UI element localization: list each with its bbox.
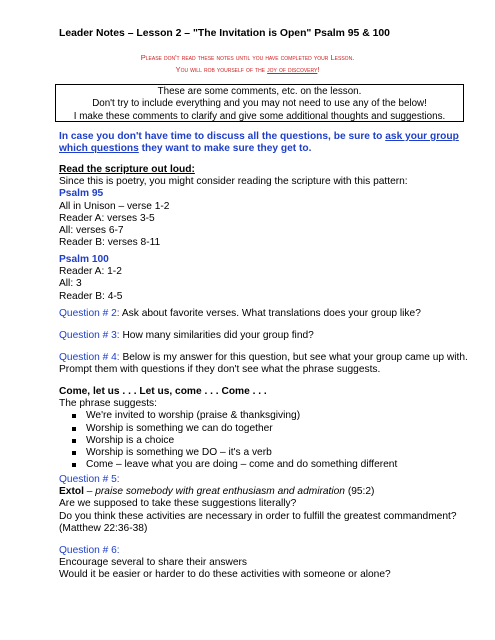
joy-of-discovery-text: joy of discovery: [267, 65, 318, 74]
question-6-line-3: Would it be easier or harder to do these activities with someone or alone?: [59, 569, 391, 581]
ask-your-group-text: ask your group: [385, 131, 459, 142]
psalm-100-line: All: 3: [59, 278, 82, 290]
question-3: [59, 330, 469, 342]
psalm-95-line: Reader A: verses 3-5: [59, 212, 155, 224]
warning-line-2-pre: You will rob yourself of the: [175, 65, 268, 74]
question-2: [59, 308, 469, 320]
warning-line-1: Please don't read these notes until you have completed your Lesson.: [140, 53, 355, 62]
psalm-95-line: Reader B: verses 8-11: [59, 237, 161, 249]
come-intro: The phrase suggests:: [59, 398, 157, 410]
psalm-95-label: Psalm 95: [59, 188, 104, 200]
extol-term: Extol: [59, 486, 84, 498]
question-6: [59, 545, 469, 582]
question-4: [59, 352, 469, 376]
intro-note: [59, 131, 469, 155]
warning-line-2-post: !: [317, 65, 320, 74]
which-questions-text: which questions: [59, 143, 139, 155]
question-3-label: Question # 3:: [59, 330, 120, 341]
comments-box: [55, 84, 464, 122]
phrase-suggestions-list: [59, 410, 469, 471]
question-5-label: Question # 5:: [59, 474, 120, 485]
extol-reference: (95:2): [344, 486, 375, 498]
psalm-100-line: Reader A: 1-2: [59, 266, 122, 278]
list-item: Worship is something we DO – it's a verb: [59, 447, 469, 459]
page-title: Leader Notes – Lesson 2 – "The Invitation is Open" Psalm 95 & 100: [59, 28, 390, 39]
psalm-95-line: All: verses 6-7: [59, 225, 124, 237]
intro-post: they want to make sure they get to.: [138, 143, 312, 155]
read-aloud-text: Since this is poetry, you might consider reading the scripture with this pattern:: [59, 176, 408, 188]
question-4-line-1: [59, 352, 469, 364]
question-3-line: [59, 330, 469, 342]
come-heading: Come, let us . . . Let us, come . . . Come . . .: [59, 386, 267, 397]
psalm-100-label: Psalm 100: [59, 254, 109, 265]
intro-line-1: [59, 131, 469, 143]
question-5: [59, 474, 469, 535]
intro-pre: In case you don't have time to discuss all the questions, be sure to: [59, 131, 386, 142]
psalm-95-line: All in Unison – verse 1-2: [59, 200, 170, 212]
box-line-1: These are some comments, etc. on the lesson.: [157, 86, 362, 97]
question-5-line-3: Are we supposed to take these suggestions literally?: [59, 498, 297, 510]
come-section: [59, 386, 469, 471]
intro-line-2: [59, 143, 469, 155]
question-4-label: Question # 4:: [59, 352, 120, 363]
question-3-text: How many similarities did your group find?: [119, 330, 314, 341]
warning-note: [0, 52, 495, 76]
question-5-line-4: Do you think these activities are necessary in order to fulfill the greatest commandment?: [59, 510, 457, 522]
question-2-text: Ask about favorite verses. What translations does your group like?: [119, 308, 421, 319]
question-2-label: Question # 2:: [59, 308, 120, 319]
question-2-line: [59, 308, 469, 320]
question-5-line-5: (Matthew 22:36-38): [59, 522, 148, 534]
psalm-100-line: Reader B: 4-5: [59, 290, 123, 302]
extol-definition: – praise somebody with great enthusiasm and admiration: [83, 486, 345, 498]
warning-line-2: [0, 64, 495, 76]
question-5-line-2: [59, 486, 469, 498]
list-item: Worship is a choice: [59, 435, 469, 447]
question-6-line-2: Encourage several to share their answers: [59, 557, 248, 569]
box-line-3: I make these comments to clarify and give some additional thoughts and suggestions.: [73, 110, 446, 122]
psalm-100-section: [59, 254, 469, 303]
list-item: Worship is something we can do together: [59, 423, 469, 435]
box-line-2: Don't try to include everything and you may not need to use any of the below!: [92, 98, 427, 110]
list-item: We're invited to worship (praise & thanksgiving): [59, 410, 469, 422]
read-aloud-heading: Read the scripture out loud:: [59, 164, 195, 175]
read-aloud-section: [59, 164, 469, 249]
question-4-text: Below is my answer for this question, but see what your group came up with.: [119, 352, 468, 363]
list-item: Come – leave what you are doing – come and do something different: [59, 459, 469, 471]
question-4-line-2: Prompt them with questions if they don't see what the phrase suggests.: [59, 364, 381, 376]
question-6-label: Question # 6:: [59, 545, 120, 556]
